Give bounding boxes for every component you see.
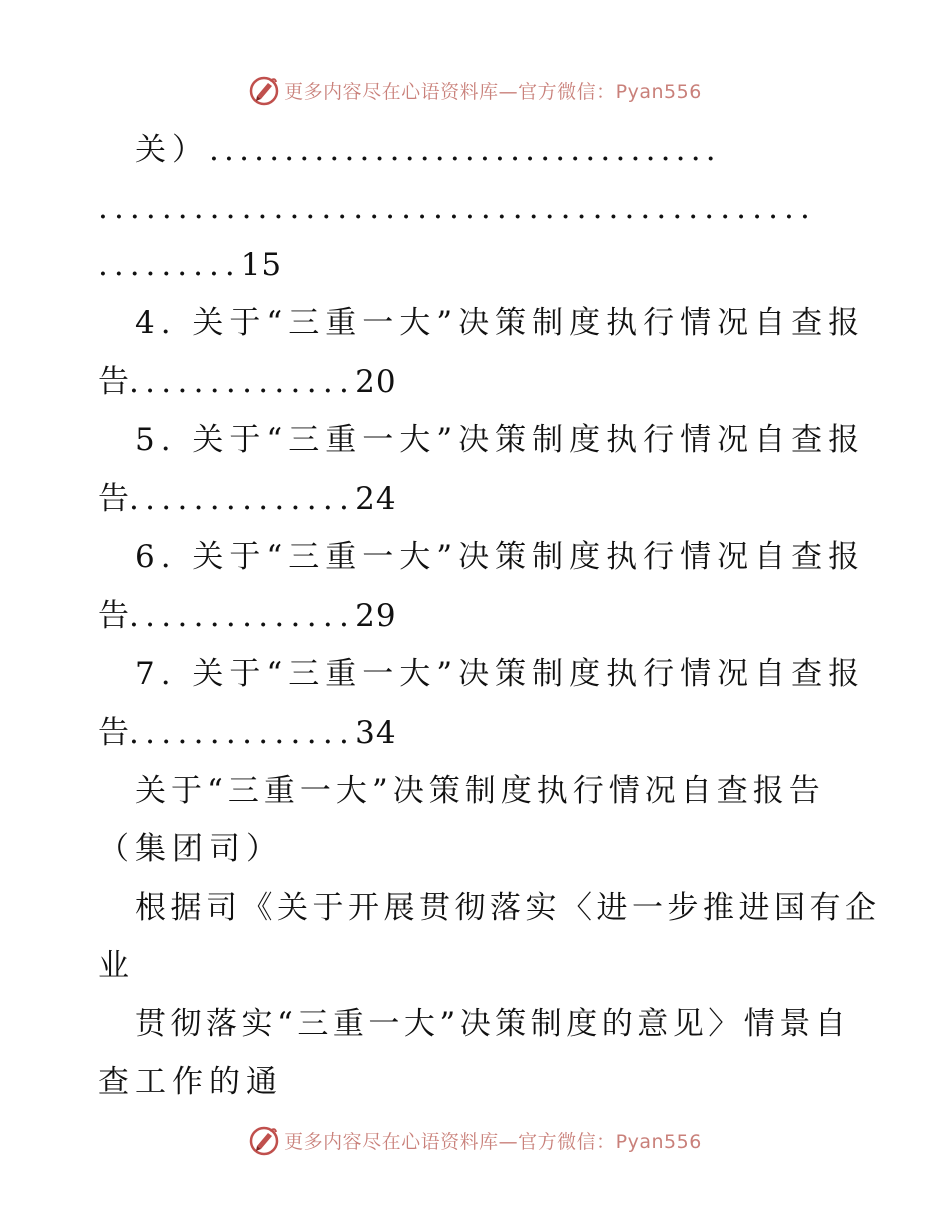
- footer-banner: [0, 1120, 950, 1160]
- toc-page-number: 15: [240, 247, 283, 283]
- pen-seal-icon: [248, 1124, 280, 1156]
- toc-item-cont: 告: [98, 481, 129, 517]
- toc-item-cont-line: [98, 596, 397, 636]
- report-title: 关于“三重一大”决策制度执行情况自查报告: [135, 773, 825, 809]
- toc-page-number: 20: [355, 364, 397, 400]
- toc-item-title: 7. 关于“三重一大”决策制度执行情况自查报: [135, 656, 866, 692]
- toc-dots: ..............: [129, 598, 356, 634]
- paragraph-line: 贯彻落实“三重一大”决策制度的意见〉情景自: [135, 1006, 851, 1042]
- toc-item-cont: 告: [98, 364, 129, 400]
- paragraph-line: 根据司《关于开展贯彻落实〈进一步推进国有企: [135, 890, 881, 926]
- toc-item-cont-line: [98, 713, 397, 753]
- toc-item-cont-line: [98, 479, 397, 519]
- toc-item3-tail-line: [135, 130, 721, 170]
- toc-dots: .............................................: [98, 190, 816, 226]
- toc-dots: ..............: [129, 715, 356, 751]
- toc-item-title: 4. 关于“三重一大”决策制度执行情况自查报: [135, 305, 866, 341]
- toc-item-cont: 告: [98, 598, 129, 634]
- toc-item-title: 5. 关于“三重一大”决策制度执行情况自查报: [135, 422, 866, 458]
- toc-dots: .........: [98, 247, 241, 283]
- toc-dots: ..............: [129, 481, 356, 517]
- toc-page-number: 24: [355, 481, 397, 517]
- header-banner: [0, 70, 950, 110]
- pen-seal-icon: [248, 74, 280, 106]
- toc-item-title: 6. 关于“三重一大”决策制度执行情况自查报: [135, 539, 866, 575]
- toc-item3-tail: 关）: [135, 132, 209, 168]
- toc-item3-dots-line: [98, 188, 816, 228]
- header-banner-text: 更多内容尽在心语资料库—官方微信：Pyan556: [284, 80, 702, 103]
- toc-page-number: 34: [355, 715, 397, 751]
- toc-item-cont-line: [98, 362, 397, 402]
- footer-banner-text: 更多内容尽在心语资料库—官方微信：Pyan556: [284, 1130, 702, 1153]
- report-subtitle: （集团司）: [98, 831, 283, 867]
- toc-item3-page-line: [98, 245, 282, 285]
- paragraph-line: 查工作的通: [98, 1064, 283, 1100]
- toc-item-cont: 告: [98, 715, 129, 751]
- toc-page-number: 29: [355, 598, 397, 634]
- toc-dots: ..............: [129, 364, 356, 400]
- toc-dots: ..................................: [209, 132, 721, 168]
- paragraph-line: 业: [98, 948, 135, 984]
